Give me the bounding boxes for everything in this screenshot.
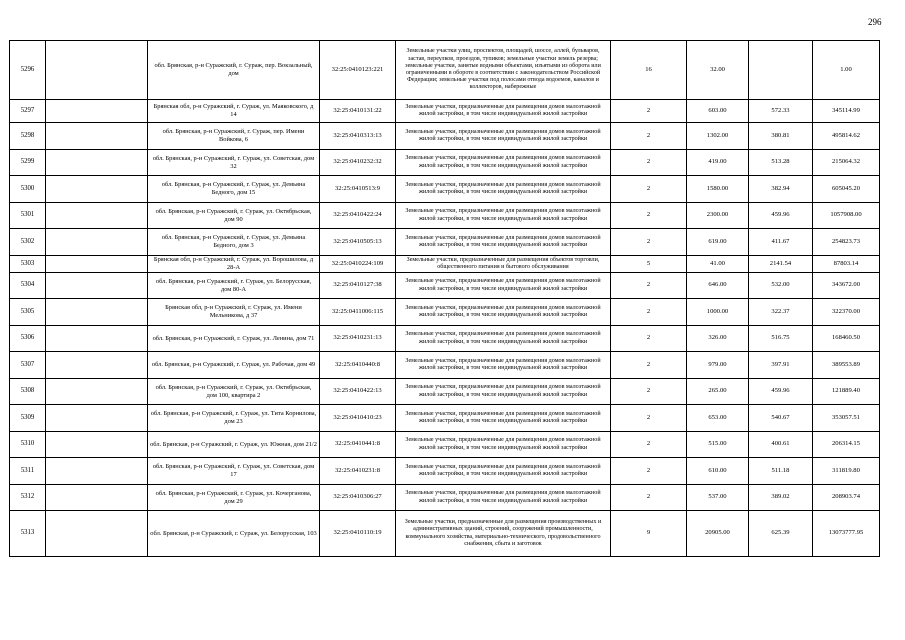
group-cell: 2: [611, 176, 687, 203]
specific-value-cell: 322.37: [749, 299, 813, 326]
specific-value-cell: 411.67: [749, 229, 813, 256]
specific-value-cell: 400.61: [749, 432, 813, 458]
table-row: [10, 405, 880, 432]
land-use-cell: Земельные участки, предназначенные для размещения домов малоэтажной жилой застройки, в том числе индивидуальной жилой застройки: [396, 150, 611, 176]
row-number-cell: 5299: [10, 150, 46, 176]
address-cell: Брянская обл, р-н Суражский, г. Сураж, ул. Ворошилова, д 28-А: [148, 256, 320, 273]
row-number-cell: 5312: [10, 485, 46, 511]
land-use-cell: Земельные участки, предназначенные для размещения домов малоэтажной жилой застройки, в том числе индивидуальной жилой застройки: [396, 379, 611, 405]
table-row: [10, 485, 880, 511]
specific-value-cell: 513.28: [749, 150, 813, 176]
row-number-cell: 5305: [10, 299, 46, 326]
land-use-cell: Земельные участки, предназначенные для размещения домов малоэтажной жилой застройки, в том числе индивидуальной жилой застройки: [396, 229, 611, 256]
table-row: [10, 229, 880, 256]
blank-cell: [46, 273, 148, 299]
specific-value-cell: 532.00: [749, 273, 813, 299]
land-use-cell: Земельные участки, предназначенные для размещения домов малоэтажной жилой застройки, в том числе индивидуальной жилой застройки: [396, 203, 611, 229]
blank-cell: [46, 176, 148, 203]
group-cell: 2: [611, 123, 687, 150]
area-cell: 646.00: [687, 273, 749, 299]
cadastral-value-cell: 1.00: [813, 41, 880, 100]
group-cell: 2: [611, 405, 687, 432]
cadastral-number-cell: 32:25:0410110:19: [320, 511, 396, 557]
cadastral-number-cell: 32:25:0410231:13: [320, 326, 396, 352]
address-cell: обл. Брянская, р-н Суражский, г. Сураж, ул. Демьяна Бедного, дом 3: [148, 229, 320, 256]
cadastral-number-cell: 32:25:0410127:38: [320, 273, 396, 299]
address-cell: обл. Брянская, р-н Суражский, г. Сураж, ул. Белорусская, 103: [148, 511, 320, 557]
address-cell: Брянская обл, р-н Суражский, г. Сураж, ул. Маяковского, д 14: [148, 100, 320, 123]
group-cell: 2: [611, 432, 687, 458]
table-row: [10, 379, 880, 405]
address-cell: обл. Брянская, р-н Суражский, г. Сураж, ул. Кочерганова, дом 29: [148, 485, 320, 511]
table-row: [10, 458, 880, 485]
table-row: [10, 299, 880, 326]
group-cell: 2: [611, 326, 687, 352]
cadastral-number-cell: 32:25:0410513:9: [320, 176, 396, 203]
area-cell: 20905.00: [687, 511, 749, 557]
cadastral-value-cell: 168460.50: [813, 326, 880, 352]
address-cell: обл. Брянская, р-н Суражский, г. Сураж, пер. Имени Войкова, 6: [148, 123, 320, 150]
blank-cell: [46, 229, 148, 256]
area-cell: 41.00: [687, 256, 749, 273]
blank-cell: [46, 41, 148, 100]
row-number-cell: 5307: [10, 352, 46, 379]
land-use-cell: Земельные участки, предназначенные для размещения домов малоэтажной жилой застройки, в том числе индивидуальной жилой застройки: [396, 176, 611, 203]
area-cell: 1580.00: [687, 176, 749, 203]
cadastral-value-cell: 254823.73: [813, 229, 880, 256]
blank-cell: [46, 203, 148, 229]
blank-cell: [46, 299, 148, 326]
area-cell: 610.00: [687, 458, 749, 485]
group-cell: 16: [611, 41, 687, 100]
specific-value-cell: 2141.54: [749, 256, 813, 273]
blank-cell: [46, 123, 148, 150]
group-cell: 2: [611, 203, 687, 229]
land-use-cell: Земельные участки, предназначенные для размещения домов малоэтажной жилой застройки, в том числе индивидуальной жилой застройки: [396, 458, 611, 485]
area-cell: 515.00: [687, 432, 749, 458]
address-cell: обл. Брянская, р-н Суражский, г. Сураж, ул. Ленина, дом 71: [148, 326, 320, 352]
cadastral-number-cell: 32:25:0410422:13: [320, 379, 396, 405]
land-use-cell: Земельные участки, предназначенные для размещения объектов торговли, общественного питания и бытового обслуживания: [396, 256, 611, 273]
land-use-cell: Земельные участки улиц, проспектов, площадей, шоссе, аллей, бульваров, застав, переулков, проездов, тупиков; земельные участки земель резерва; земельные участки, занятые водными объектами, изъятыми из оборота или ограниченными в обороте в соответствии с законодательством Российской Федерации; земельные участки под полосами отвода водоемов, каналов и коллекторов, набережные: [396, 41, 611, 100]
address-cell: обл. Брянская, р-н Суражский, г. Сураж, пер. Вокзальный, дом: [148, 41, 320, 100]
cadastral-value-cell: 345114.99: [813, 100, 880, 123]
cadastral-number-cell: 32:25:0410440:8: [320, 352, 396, 379]
specific-value-cell: 459.96: [749, 203, 813, 229]
cadastral-number-cell: 32:25:0410422:24: [320, 203, 396, 229]
cadastral-value-cell: 353057.51: [813, 405, 880, 432]
row-number-cell: 5300: [10, 176, 46, 203]
address-cell: Брянская обл, р-н Суражский, г. Сураж, ул. Имени Мельникова, д 37: [148, 299, 320, 326]
address-cell: обл. Брянская, р-н Суражский, г. Сураж, ул. Октябрьская, дом 100, квартира 2: [148, 379, 320, 405]
group-cell: 2: [611, 229, 687, 256]
table-row: [10, 432, 880, 458]
page-number: 296: [868, 17, 882, 27]
blank-cell: [46, 511, 148, 557]
cadastral-number-cell: 32:25:0410131:22: [320, 100, 396, 123]
cadastral-number-cell: 32:25:0410410:23: [320, 405, 396, 432]
address-cell: обл. Брянская, р-н Суражский, г. Сураж, ул. Южная, дом 21/2: [148, 432, 320, 458]
land-use-cell: Земельные участки, предназначенные для размещения домов малоэтажной жилой застройки, в том числе индивидуальной жилой застройки: [396, 100, 611, 123]
row-number-cell: 5310: [10, 432, 46, 458]
blank-cell: [46, 379, 148, 405]
area-cell: 979.00: [687, 352, 749, 379]
area-cell: 326.00: [687, 326, 749, 352]
address-cell: обл. Брянская, р-н Суражский, г. Сураж, ул. Тита Корнилова, дом 23: [148, 405, 320, 432]
area-cell: 619.00: [687, 229, 749, 256]
row-number-cell: 5309: [10, 405, 46, 432]
table-row: [10, 256, 880, 273]
cadastral-number-cell: 32:25:0410232:32: [320, 150, 396, 176]
cadastral-value-cell: 605045.20: [813, 176, 880, 203]
area-cell: 1302.00: [687, 123, 749, 150]
row-number-cell: 5298: [10, 123, 46, 150]
specific-value-cell: 625.39: [749, 511, 813, 557]
row-number-cell: 5303: [10, 256, 46, 273]
row-number-cell: 5308: [10, 379, 46, 405]
row-number-cell: 5304: [10, 273, 46, 299]
cadastral-value-cell: 13073777.95: [813, 511, 880, 557]
cadastral-value-cell: 87803.14: [813, 256, 880, 273]
table-row: [10, 273, 880, 299]
cadastral-value-table: [9, 40, 880, 557]
blank-cell: [46, 150, 148, 176]
specific-value-cell: 380.81: [749, 123, 813, 150]
table-row: [10, 41, 880, 100]
cadastral-value-cell: 389553.89: [813, 352, 880, 379]
land-use-cell: Земельные участки, предназначенные для размещения домов малоэтажной жилой застройки, в том числе индивидуальной жилой застройки: [396, 352, 611, 379]
specific-value-cell: 389.02: [749, 485, 813, 511]
blank-cell: [46, 352, 148, 379]
cadastral-value-cell: 322370.00: [813, 299, 880, 326]
cadastral-value-cell: 311819.80: [813, 458, 880, 485]
land-use-cell: Земельные участки, предназначенные для размещения домов малоэтажной жилой застройки, в том числе индивидуальной жилой застройки: [396, 299, 611, 326]
cadastral-value-cell: 208903.74: [813, 485, 880, 511]
group-cell: 2: [611, 352, 687, 379]
specific-value-cell: 572.33: [749, 100, 813, 123]
cadastral-value-cell: 121889.40: [813, 379, 880, 405]
table-row: [10, 326, 880, 352]
cadastral-number-cell: 32:25:0411006:115: [320, 299, 396, 326]
group-cell: 5: [611, 256, 687, 273]
cadastral-value-cell: 495814.62: [813, 123, 880, 150]
address-cell: обл. Брянская, р-н Суражский, г. Сураж, ул. Демьяна Бедного, дом 15: [148, 176, 320, 203]
table-row: [10, 150, 880, 176]
group-cell: 2: [611, 100, 687, 123]
group-cell: 2: [611, 485, 687, 511]
row-number-cell: 5301: [10, 203, 46, 229]
area-cell: 603.00: [687, 100, 749, 123]
group-cell: 2: [611, 299, 687, 326]
cadastral-number-cell: 32:25:0410224:109: [320, 256, 396, 273]
cadastral-number-cell: 32:25:0410123:221: [320, 41, 396, 100]
area-cell: 653.00: [687, 405, 749, 432]
address-cell: обл. Брянская, р-н Суражский, г. Сураж, ул. Рабочая, дом 49: [148, 352, 320, 379]
table-row: [10, 511, 880, 557]
address-cell: обл. Брянская, р-н Суражский, г. Сураж, ул. Советская, дом 32: [148, 150, 320, 176]
group-cell: 9: [611, 511, 687, 557]
row-number-cell: 5313: [10, 511, 46, 557]
specific-value-cell: [749, 41, 813, 100]
specific-value-cell: 459.96: [749, 379, 813, 405]
cadastral-value-cell: 215064.32: [813, 150, 880, 176]
specific-value-cell: 382.94: [749, 176, 813, 203]
land-use-cell: Земельные участки, предназначенные для размещения производственных и административных зданий, строений, сооружений промышленности, коммунального хозяйства, материально-технического, продовольственного снабжения, сбыта и заготовок: [396, 511, 611, 557]
row-number-cell: 5311: [10, 458, 46, 485]
specific-value-cell: 540.67: [749, 405, 813, 432]
cadastral-value-cell: 206314.15: [813, 432, 880, 458]
table-row: [10, 100, 880, 123]
area-cell: 537.00: [687, 485, 749, 511]
row-number-cell: 5302: [10, 229, 46, 256]
blank-cell: [46, 256, 148, 273]
cadastral-number-cell: 32:25:0410306:27: [320, 485, 396, 511]
land-use-cell: Земельные участки, предназначенные для размещения домов малоэтажной жилой застройки, в том числе индивидуальной жилой застройки: [396, 326, 611, 352]
cadastral-number-cell: 32:25:0410313:13: [320, 123, 396, 150]
area-cell: 419.00: [687, 150, 749, 176]
land-use-cell: Земельные участки, предназначенные для размещения домов малоэтажной жилой застройки, в том числе индивидуальной жилой застройки: [396, 405, 611, 432]
cadastral-value-cell: 343672.00: [813, 273, 880, 299]
area-cell: 2300.00: [687, 203, 749, 229]
specific-value-cell: 516.75: [749, 326, 813, 352]
land-use-cell: Земельные участки, предназначенные для размещения домов малоэтажной жилой застройки, в том числе индивидуальной жилой застройки: [396, 273, 611, 299]
row-number-cell: 5306: [10, 326, 46, 352]
address-cell: обл. Брянская, р-н Суражский, г. Сураж, ул. Белорусская, дом 80-А: [148, 273, 320, 299]
cadastral-number-cell: 32:25:0410505:13: [320, 229, 396, 256]
address-cell: обл. Брянская, р-н Суражский, г. Сураж, ул. Советская, дом 17: [148, 458, 320, 485]
group-cell: 2: [611, 458, 687, 485]
table-row: [10, 176, 880, 203]
table-row: [10, 352, 880, 379]
area-cell: 1000.00: [687, 299, 749, 326]
area-cell: 32.00: [687, 41, 749, 100]
blank-cell: [46, 326, 148, 352]
blank-cell: [46, 458, 148, 485]
address-cell: обл. Брянская, р-н Суражский, г. Сураж, ул. Октябрьская, дом 90: [148, 203, 320, 229]
cadastral-value-cell: 1057908.00: [813, 203, 880, 229]
land-use-cell: Земельные участки, предназначенные для размещения домов малоэтажной жилой застройки, в том числе индивидуальной жилой застройки: [396, 432, 611, 458]
blank-cell: [46, 100, 148, 123]
table-row: [10, 123, 880, 150]
blank-cell: [46, 485, 148, 511]
group-cell: 2: [611, 273, 687, 299]
group-cell: 2: [611, 150, 687, 176]
row-number-cell: 5296: [10, 41, 46, 100]
specific-value-cell: 397.91: [749, 352, 813, 379]
area-cell: 265.00: [687, 379, 749, 405]
cadastral-number-cell: 32:25:0410441:8: [320, 432, 396, 458]
land-use-cell: Земельные участки, предназначенные для размещения домов малоэтажной жилой застройки, в том числе индивидуальной жилой застройки: [396, 123, 611, 150]
row-number-cell: 5297: [10, 100, 46, 123]
land-use-cell: Земельные участки, предназначенные для размещения домов малоэтажной жилой застройки, в том числе индивидуальной жилой застройки: [396, 485, 611, 511]
cadastral-number-cell: 32:25:0410231:8: [320, 458, 396, 485]
blank-cell: [46, 405, 148, 432]
table-row: [10, 203, 880, 229]
specific-value-cell: 511.18: [749, 458, 813, 485]
group-cell: 2: [611, 379, 687, 405]
blank-cell: [46, 432, 148, 458]
